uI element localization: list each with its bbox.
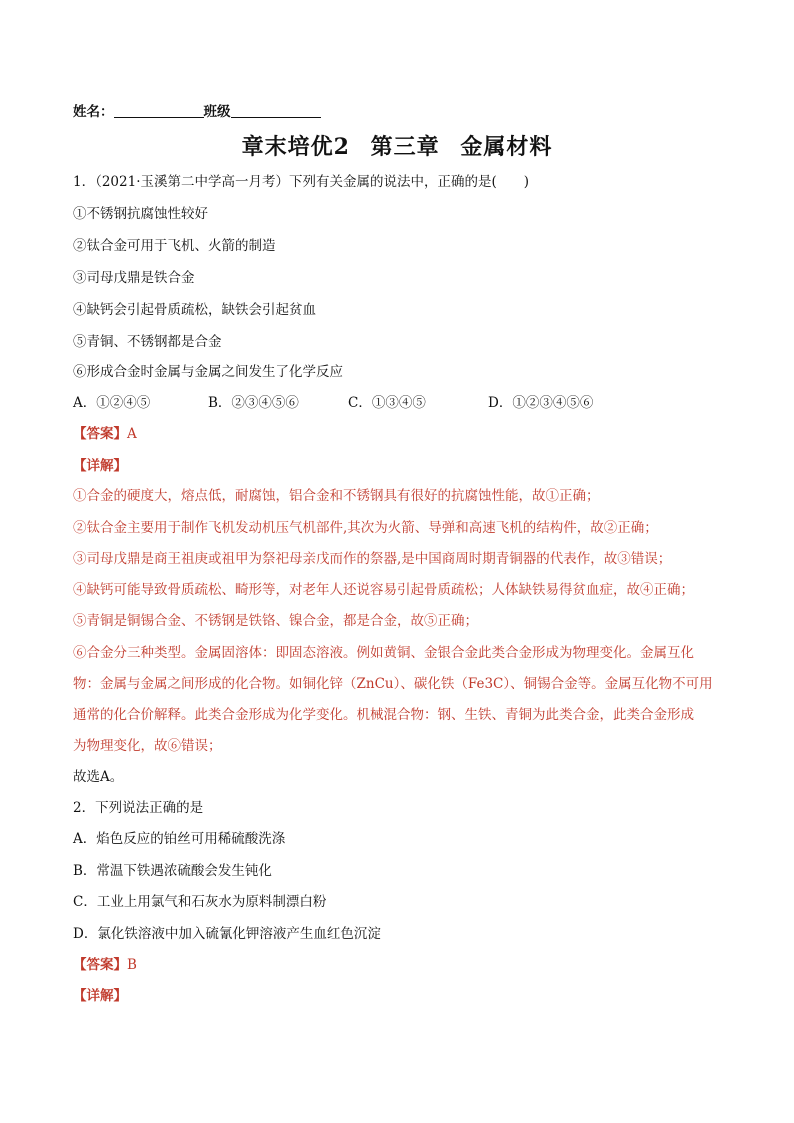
q1-answer [73,424,137,444]
q1-detail-line: ①合金的硬度大，熔点低，耐腐蚀，铝合金和不锈钢具有很好的抗腐蚀性能，故①正确； [73,488,600,504]
title-part-3: 金属材料 [460,134,553,160]
q1-option-c: C．①③④⑤ [348,395,426,411]
q1-detail-line: 物：金属与金属之间形成的化合物。如铜化锌（ZnCu）、碳化铁（Fe3C）、铜锡合金等。金属互化物不可用 [73,676,713,692]
q1-item: ③司母戊鼎是铁合金 [73,270,195,286]
q2-stem: 2．下列说法正确的是 [73,800,204,816]
q2-option-c: C．工业上用氯气和石灰水为原料制漂白粉 [73,894,327,910]
q1-detail-line: ④缺钙可能导致骨质疏松、畸形等，对老年人还说容易引起骨质疏松；人体缺铁易得贫血症，故④正确； [73,582,694,598]
name-class-line [73,102,321,122]
answer-value: B [127,957,137,973]
q1-detail-line: ⑤青铜是铜锡合金、不锈钢是铁铬、镍合金，都是合金，故⑤正确； [73,613,478,629]
q1-detail-label: 【详解】 [73,458,127,474]
class-blank [231,103,321,118]
title-part-1: 章末培优2 [241,134,350,160]
class-label: 班级 [203,104,231,120]
answer-label: 【答案】 [73,426,127,442]
q2-option-d: D．氯化铁溶液中加入硫氰化钾溶液产生血红色沉淀 [73,926,381,942]
q1-option-b: B．②③④⑤⑥ [208,395,299,411]
q1-detail-line: ③司母戊鼎是商王祖庚或祖甲为祭祀母亲戊而作的祭器,是中国商周时期青铜器的代表作，故③错误； [73,551,672,567]
q2-answer [73,955,137,975]
answer-label: 【答案】 [73,957,127,973]
q1-detail-line: 为物理变化，故⑥错误； [73,738,222,754]
q1-item: ⑤青铜、不锈钢都是合金 [73,334,222,350]
q1-detail-line: ⑥合金分三种类型。金属固溶体：即固态溶液。例如黄铜、金银合金此类合金形成为物理变化。金属互化 [73,645,694,661]
q1-detail-line: ②钛合金主要用于制作飞机发动机压气机部件,其次为火箭、导弹和高速飞机的结构件，故②正确； [73,520,658,536]
q2-option-a: A．焰色反应的铂丝可用稀硫酸洗涤 [73,831,286,847]
page-title [0,132,794,162]
name-blank [114,103,204,118]
q1-detail-line: 通常的化合价解释。此类合金形成为化学变化。机械混合物：钢、生铁、青铜为此类合金，此类合金形成 [73,707,694,723]
q1-item: ②钛合金可用于飞机、火箭的制造 [73,238,276,254]
q1-option-a: A．①②④⑤ [73,395,151,411]
q1-conclusion: 故选A。 [73,769,124,785]
q1-item: ①不锈钢抗腐蚀性较好 [73,206,208,222]
title-part-2: 第三章 [370,134,440,160]
q1-item: ⑥形成合金时金属与金属之间发生了化学反应 [73,364,343,380]
q1-item: ④缺钙会引起骨质疏松，缺铁会引起贫血 [73,302,316,318]
q1-stem: 1．（2021·玉溪第二中学高一月考）下列有关金属的说法中，正确的是( ) [73,174,530,190]
name-label: 姓名： [73,104,114,120]
q1-option-d: D．①②③④⑤⑥ [488,395,594,411]
q2-option-b: B．常温下铁遇浓硫酸会发生钝化 [73,863,272,879]
q2-detail-label: 【详解】 [73,988,127,1004]
q1-options [73,393,593,413]
answer-value: A [127,426,137,442]
